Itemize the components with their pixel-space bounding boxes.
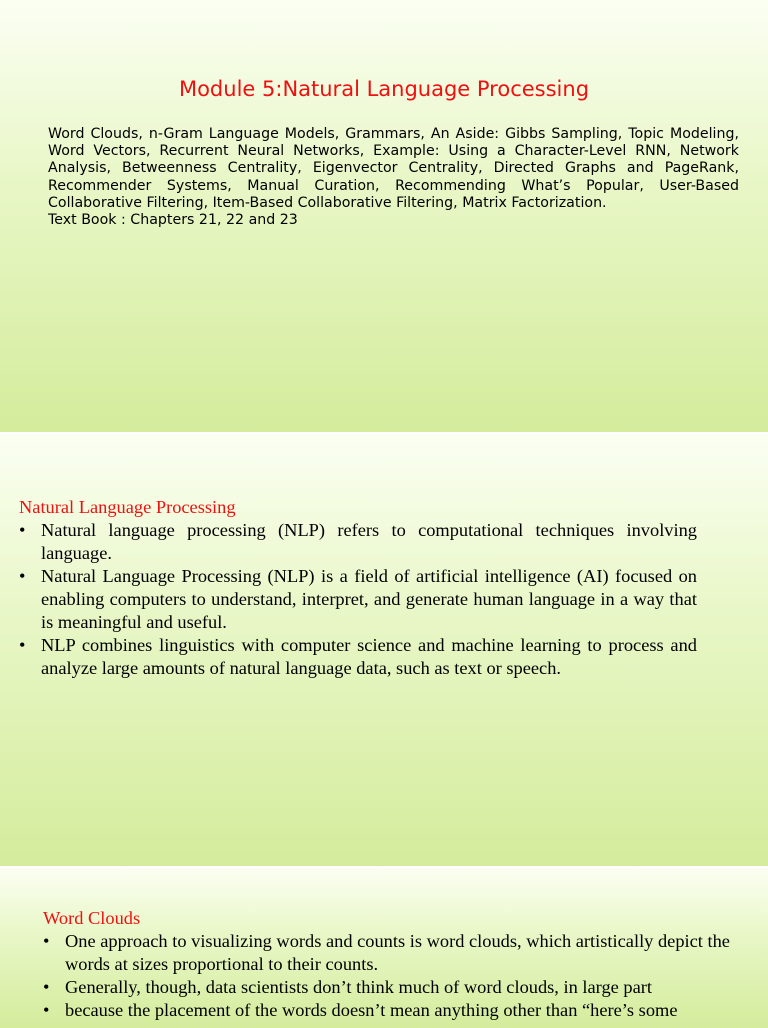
bullet-list (19, 519, 697, 680)
nlp-content (19, 496, 697, 680)
bullet-icon: • (43, 931, 50, 951)
word-clouds-content (43, 907, 733, 1022)
list-item (19, 565, 697, 634)
slide-word-clouds (0, 868, 768, 1028)
bullet-icon: • (19, 635, 26, 655)
bullet-text: Natural Language Processing (NLP) is a field of artificial intelligence (AI) focused on enabling computers to understand, interpret, and generate human language in a way that is meaningful and useful. (41, 566, 697, 632)
bullet-text: NLP combines linguistics with computer science and machine learning to process and analyze large amounts of natural language data, such as text or speech. (41, 635, 697, 678)
bullet-text: Generally, though, data scientists don’t think much of word clouds, in large part (65, 977, 653, 997)
list-item (43, 999, 733, 1022)
list-item (19, 519, 697, 565)
section-heading: Word Clouds (43, 908, 141, 928)
bullet-icon: • (43, 977, 50, 997)
bullet-icon: • (19, 520, 26, 540)
textbook-line: Text Book : Chapters 21, 22 and 23 (48, 212, 298, 229)
module-topics (48, 126, 739, 229)
slide-module-overview (0, 0, 768, 432)
bullet-text: Natural language processing (NLP) refers to computational techniques involving language. (41, 520, 697, 563)
list-item (43, 976, 733, 999)
list-item (19, 634, 697, 680)
section-heading: Natural Language Processing (19, 497, 236, 517)
bullet-icon: • (43, 1000, 50, 1020)
bullet-text: because the placement of the words doesn’t mean anything other than “here’s some (65, 1000, 678, 1020)
bullet-list (43, 930, 733, 1022)
slide-nlp-intro (0, 434, 768, 866)
slide-title: Module 5:Natural Language Processing (178, 77, 590, 101)
topics-paragraph: Word Clouds, n-Gram Language Models, Grammars, An Aside: Gibbs Sampling, Topic Modeling, Word Vectors, Recurrent Neural Networks, Example: Using a Character-Level RNN, Network Analysis, Betweenness Centrality, Eigenvector Centrality, Directed Graphs and PageRank, Recommender Systems, Manual Curation, Recommending What’s Popular, User-Based Collaborative Filtering, Item-Based Collaborative Filtering, Matrix Factorization. (48, 126, 739, 211)
bullet-text: One approach to visualizing words and counts is word clouds, which artistically depict the words at sizes proportional to their counts. (65, 931, 730, 974)
list-item (43, 930, 733, 976)
bullet-icon: • (19, 566, 26, 586)
